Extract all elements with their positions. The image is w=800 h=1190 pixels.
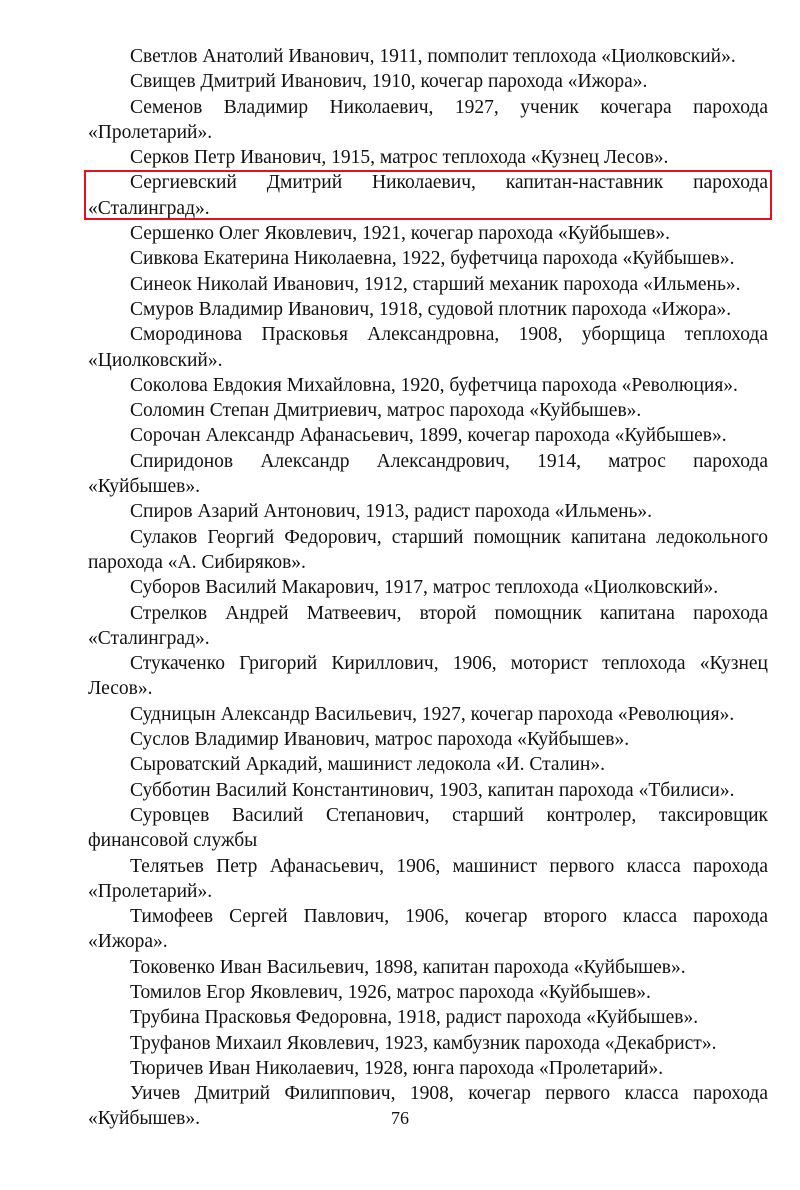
list-item: Тюричев Иван Николаевич, 1928, юнга парохода «Пролетарий». (130, 1057, 664, 1079)
list-item: Судницын Александр Васильевич, 1927, кочегар парохода «Революция». (130, 703, 735, 725)
list-item: Спиров Азарий Антонович, 1913, радист парохода «Ильмень». (130, 501, 653, 523)
list-item: Трубина Прасковья Федоровна, 1918, радист парохода «Куйбышев». (130, 1007, 699, 1029)
list-item: Семенов Владимир Николаевич, 1927, ученик кочегара парохода «Пролетарий». (88, 96, 768, 143)
list-item: Томилов Егор Яковлевич, 1926, матрос парохода «Куйбышев». (130, 981, 651, 1003)
list-item: Спиридонов Александр Александрович, 1914, матрос парохода «Куйбышев». (88, 450, 768, 498)
list-item: Токовенко Иван Васильевич, 1898, капитан парохода «Куйбышев». (130, 956, 686, 978)
list-item: Соколова Евдокия Михайловна, 1920, буфетчица парохода «Революция». (130, 374, 738, 396)
list-item: Сорочан Александр Афанасьевич, 1899, кочегар парохода «Куйбышев». (130, 425, 727, 447)
list-item: Светлов Анатолий Иванович, 1911, помполит теплохода «Циолковский». (130, 46, 736, 67)
list-item: Смородинова Прасковья Александровна, 1908, уборщица теплохода «Циолковский». (88, 324, 768, 371)
list-item: Уичев Дмитрий Филиппович, 1908, кочегар первого класса парохода «Куйбышев». (88, 1083, 768, 1130)
list-item: Труфанов Михаил Яковлевич, 1923, камбузник парохода «Декабрист». (130, 1032, 717, 1054)
list-item: Сулаков Георгий Федорович, старший помощник капитана ледокольного парохода «А. Сибиряков». (88, 526, 768, 573)
list-item: Соломин Степан Дмитриевич, матрос парохода «Куйбышев». (130, 400, 642, 422)
highlight-box (84, 170, 772, 220)
list-item: Сивкова Екатерина Николаевна, 1922, буфетчица парохода «Куйбышев». (130, 248, 735, 270)
list-item: Стукаченко Григорий Кириллович, 1906, моторист теплохода «Кузнец Лесов». (88, 653, 768, 700)
list-item: Суборов Василий Макарович, 1917, матрос теплохода «Циолковский». (130, 577, 719, 599)
list-item: Серков Петр Иванович, 1915, матрос теплохода «Кузнец Лесов». (130, 147, 669, 169)
list-item: Суслов Владимир Иванович, матрос парохода «Куйбышев». (130, 729, 630, 751)
highlighted-list-item: Сергиевский Дмитрий Николаевич, капитан-наставник парохода «Сталинград». (88, 172, 768, 219)
list-item: Синеок Николай Иванович, 1912, старший механик парохода «Ильмень». (130, 273, 741, 295)
page-number: 76 (391, 1108, 409, 1128)
list-item: Тимофеев Сергей Павлович, 1906, кочегар второго класса парохода «Ижора». (88, 906, 768, 953)
list-item: Суровцев Василий Степанович, старший контролер, таксировщик финансовой службы (88, 804, 768, 852)
list-item: Стрелков Андрей Матвеевич, второй помощник капитана парохода «Сталинград». (88, 602, 768, 649)
list-item: Свищев Дмитрий Иванович, 1910, кочегар парохода «Ижора». (130, 71, 648, 93)
list-item: Телятьев Петр Афанасьевич, 1906, машинист первого класса парохода «Пролетарий». (88, 855, 768, 902)
list-item: Смуров Владимир Иванович, 1918, судовой плотник парохода «Ижора». (130, 298, 732, 320)
list-item: Сыроватский Аркадий, машинист ледокола «И. Сталин». (130, 754, 605, 776)
list-item: Сершенко Олег Яковлевич, 1921, кочегар парохода «Куйбышев». (130, 223, 670, 245)
list-item: Субботин Василий Константинович, 1903, капитан парохода «Тбилиси». (130, 779, 735, 801)
